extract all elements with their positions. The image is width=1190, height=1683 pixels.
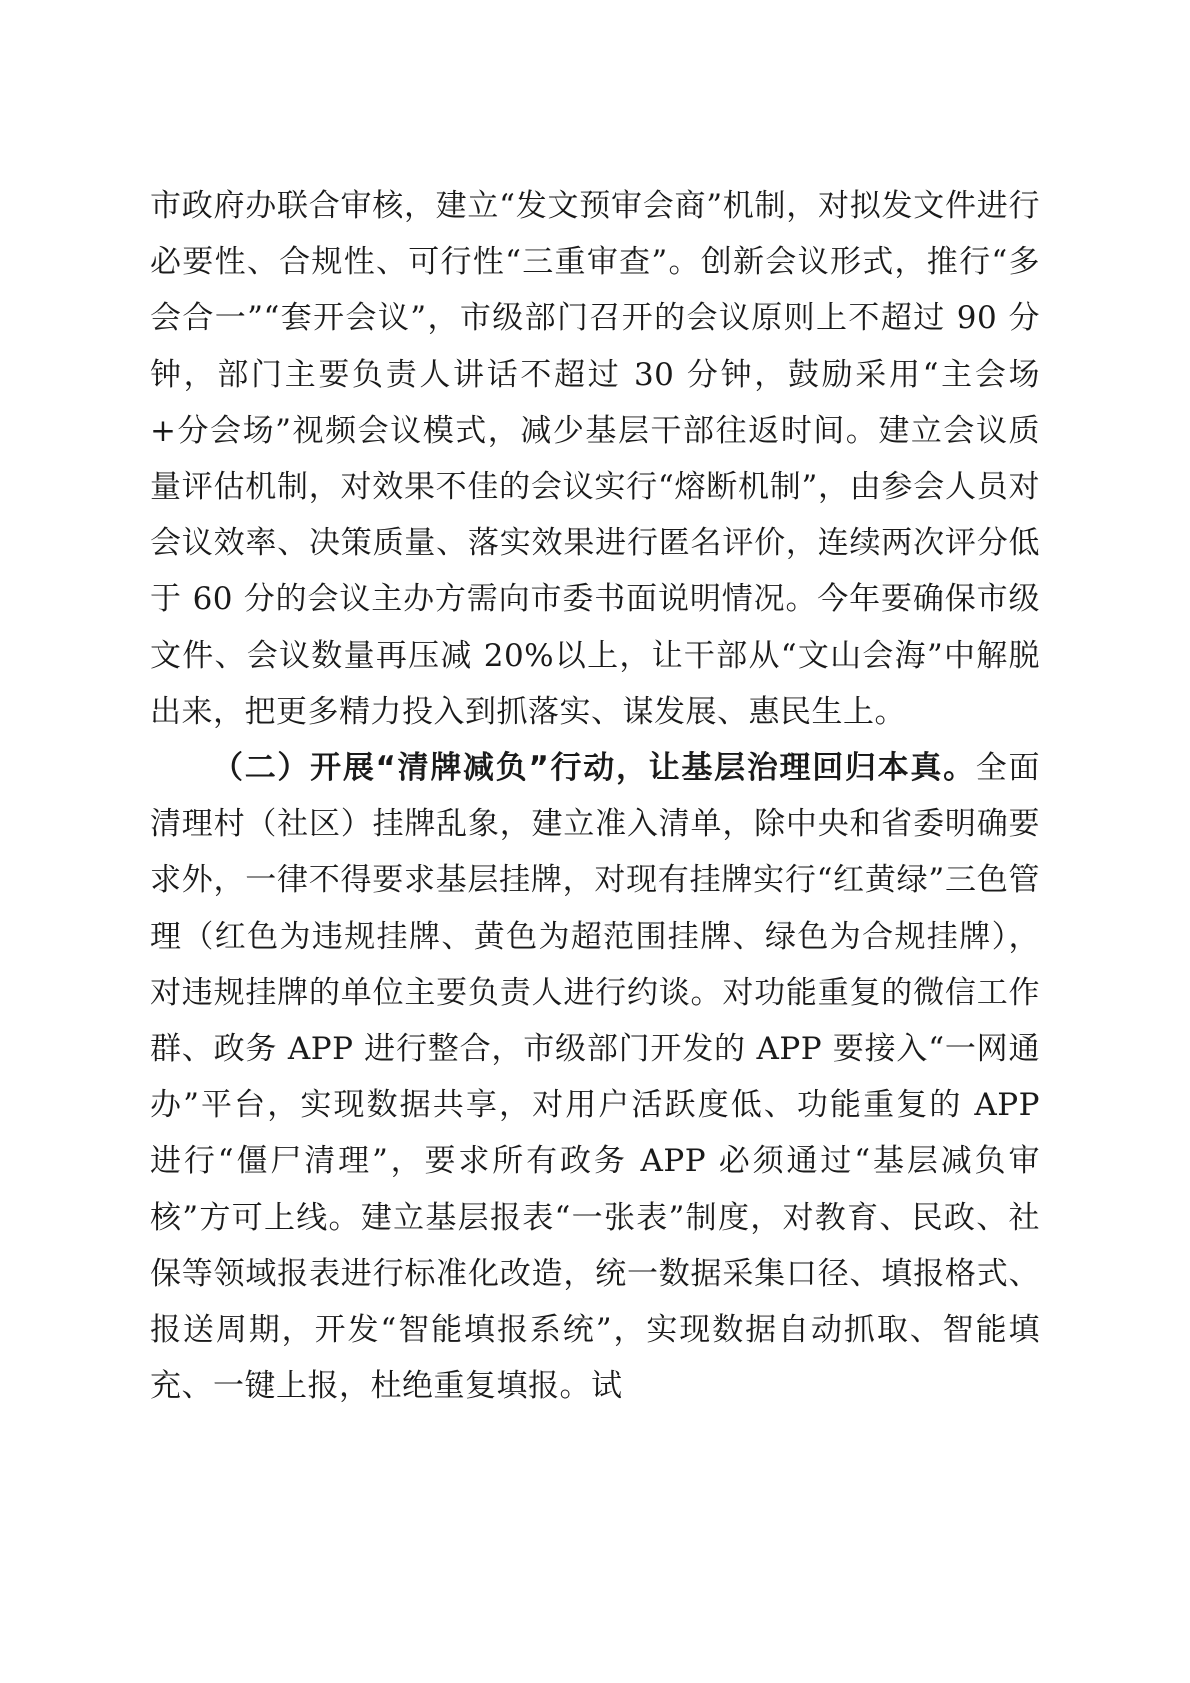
paragraph-section-two bbox=[150, 740, 1040, 1414]
section-heading: （二）开展“清牌减负”行动，让基层治理回归本真。 bbox=[212, 750, 976, 787]
paragraph-continued bbox=[150, 178, 1040, 740]
paragraph-text: 全面清理村（社区）挂牌乱象，建立准入清单，除中央和省委明确要求外，一律不得要求基层挂牌，对现有挂牌实行“红黄绿”三色管理（红色为违规挂牌、黄色为超范围挂牌、绿色为合规挂牌），对违规挂牌的单位主要负责人进行约谈。对功能重复的微信工作群、政务 APP 进行整合，市级部门开发的 APP 要接入“一网通办”平台，实现数据共享，对用户活跃度低、功能重复的 APP 进行“僵尸清理”，要求所有政务 APP 必须通过“基层减负审核”方可上线。建立基层报表“一张表”制度，对教育、民政、社保等领域报表进行标准化改造，统一数据采集口径、填报格式、报送周期，开发“智能填报系统”，实现数据自动抓取、智能填充、一键上报，杜绝重复填报。试 bbox=[150, 750, 1041, 1405]
paragraph-text: 市政府办联合审核，建立“发文预审会商”机制，对拟发文件进行必要性、合规性、可行性“三重审查”。创新会议形式，推行“多会合一”“套开会议”，市级部门召开的会议原则上不超过 90 分钟，部门主要负责人讲话不超过 30 分钟，鼓励采用“主会场+分会场”视频会议模式，减少基层干部往返时间。建立会议质量评估机制，对效果不佳的会议实行“熔断机制”，由参会人员对会议效率、决策质量、落实效果进行匿名评价，连续两次评分低于 60 分的会议主办方需向市委书面说明情况。今年要确保市级文件、会议数量再压减 20%以上，让干部从“文山会海”中解脱出来，把更多精力投入到抓落实、谋发展、惠民生上。 bbox=[150, 188, 1040, 730]
document-body bbox=[150, 178, 1040, 1414]
